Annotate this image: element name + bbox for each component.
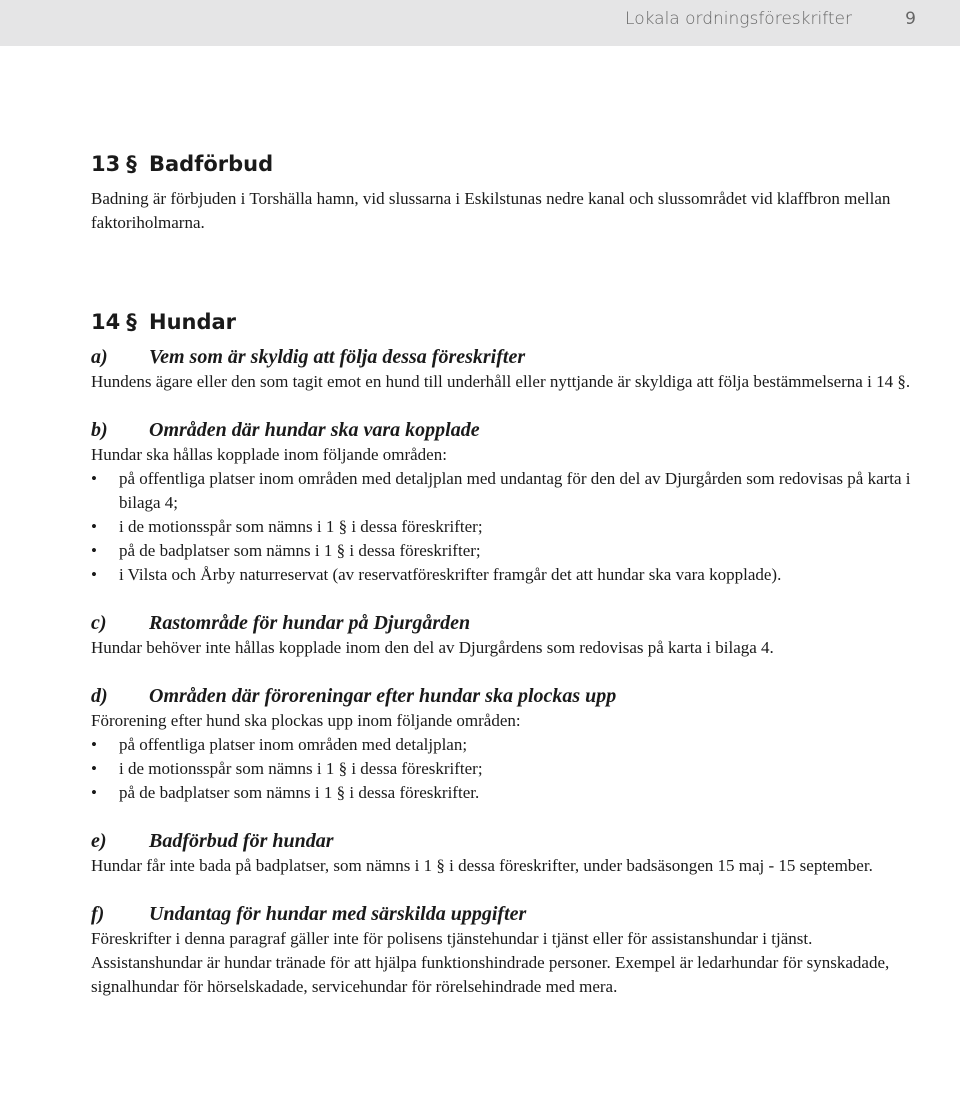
section-14 [91, 308, 921, 999]
section-number: 14 [91, 310, 121, 334]
subsection-letter: a) [91, 346, 108, 368]
subsection-heading [91, 418, 921, 443]
section-text: Badning är förbjuden i Torshälla hamn, vid slussarna i Eskilstunas nedre kanal och slussområdet vid klaffbron mellan faktoriholmarna. [91, 189, 891, 232]
page-number: 9 [905, 9, 916, 29]
subsection-heading [91, 684, 921, 709]
paragraph-symbol: § [126, 152, 137, 176]
document-body [91, 150, 921, 999]
section-number: 13 [91, 152, 121, 176]
bullet-icon: • [91, 517, 97, 536]
subsection-heading [91, 345, 921, 370]
header-title: Lokala ordningsföreskrifter [625, 9, 852, 29]
subsection-e [91, 829, 921, 878]
page-header [0, 0, 960, 46]
subsection-heading [91, 829, 921, 854]
subsection-b [91, 418, 921, 587]
section-title: Badförbud [149, 152, 274, 176]
list-item: • på offentliga platser inom områden med detaljplan med undantag för den del av Djurgården som redovisas på karta i bilaga 4; [91, 469, 911, 512]
list-item: • i de motionsspår som nämns i 1 § i dessa föreskrifter; [91, 757, 921, 781]
subsection-d [91, 684, 921, 805]
bullet-list [91, 733, 921, 805]
bullet-icon: • [91, 783, 97, 802]
subsection-letter: d) [91, 685, 108, 707]
section-heading [91, 308, 921, 336]
subsection-title: Rastområde för hundar på Djurgården [149, 612, 471, 634]
paragraph-symbol: § [126, 310, 137, 334]
subsection-letter: b) [91, 419, 108, 441]
subsection-heading [91, 611, 921, 636]
subsection-heading [91, 902, 921, 927]
subsection-text: Hundens ägare eller den som tagit emot en hund till underhåll eller nyttjande är skyldiga att följa bestämmelserna i 14 §. [91, 372, 911, 391]
subsection-title: Badförbud för hundar [149, 830, 334, 852]
subsection-f [91, 902, 921, 999]
list-item: • på de badplatser som nämns i 1 § i dessa föreskrifter; [91, 539, 921, 563]
bullet-icon: • [91, 759, 97, 778]
list-item: • på offentliga platser inom områden med detaljplan; [91, 733, 921, 757]
list-item: • i de motionsspår som nämns i 1 § i dessa föreskrifter; [91, 515, 921, 539]
bullet-list [91, 467, 921, 587]
subsection-title: Undantag för hundar med särskilda uppgifter [149, 903, 527, 925]
subsection-letter: f) [91, 903, 105, 925]
section-title: Hundar [149, 310, 237, 334]
subsection-letter: e) [91, 830, 107, 852]
subsection-a [91, 345, 921, 394]
list-item: • på de badplatser som nämns i 1 § i dessa föreskrifter. [91, 781, 921, 805]
list-item: • i Vilsta och Årby naturreservat (av reservatföreskrifter framgår det att hundar ska vara kopplade). [91, 563, 921, 587]
subsection-text: Hundar får inte bada på badplatser, som nämns i 1 § i dessa föreskrifter, under badsäsongen 15 maj - 15 september. [91, 856, 873, 875]
subsection-intro: Förorening efter hund ska plockas upp inom följande områden: [91, 711, 521, 730]
subsection-c [91, 611, 921, 660]
bullet-icon: • [91, 735, 97, 754]
section-heading [91, 150, 921, 178]
subsection-title: Områden där hundar ska vara kopplade [149, 419, 480, 441]
subsection-letter: c) [91, 612, 107, 634]
subsection-title: Vem som är skyldig att följa dessa föreskrifter [149, 346, 526, 368]
subsection-intro: Hundar ska hållas kopplade inom följande områden: [91, 445, 447, 464]
bullet-icon: • [91, 469, 97, 488]
section-13 [91, 150, 921, 235]
bullet-icon: • [91, 541, 97, 560]
subsection-text: Föreskrifter i denna paragraf gäller inte för polisens tjänstehundar i tjänst eller för assistanshundar i tjänst. Assistanshundar är hundar tränade för att hjälpa funktionshindrade personer. Exempel är ledarhundar för synskadade, signalhundar för hörselskadade, servicehundar för rörelsehindrade med mera. [91, 929, 890, 996]
subsection-text: Hundar behöver inte hållas kopplade inom den del av Djurgårdens som redovisas på karta i bilaga 4. [91, 638, 774, 657]
bullet-icon: • [91, 565, 97, 584]
subsection-title: Områden där föroreningar efter hundar ska plockas upp [149, 685, 617, 707]
